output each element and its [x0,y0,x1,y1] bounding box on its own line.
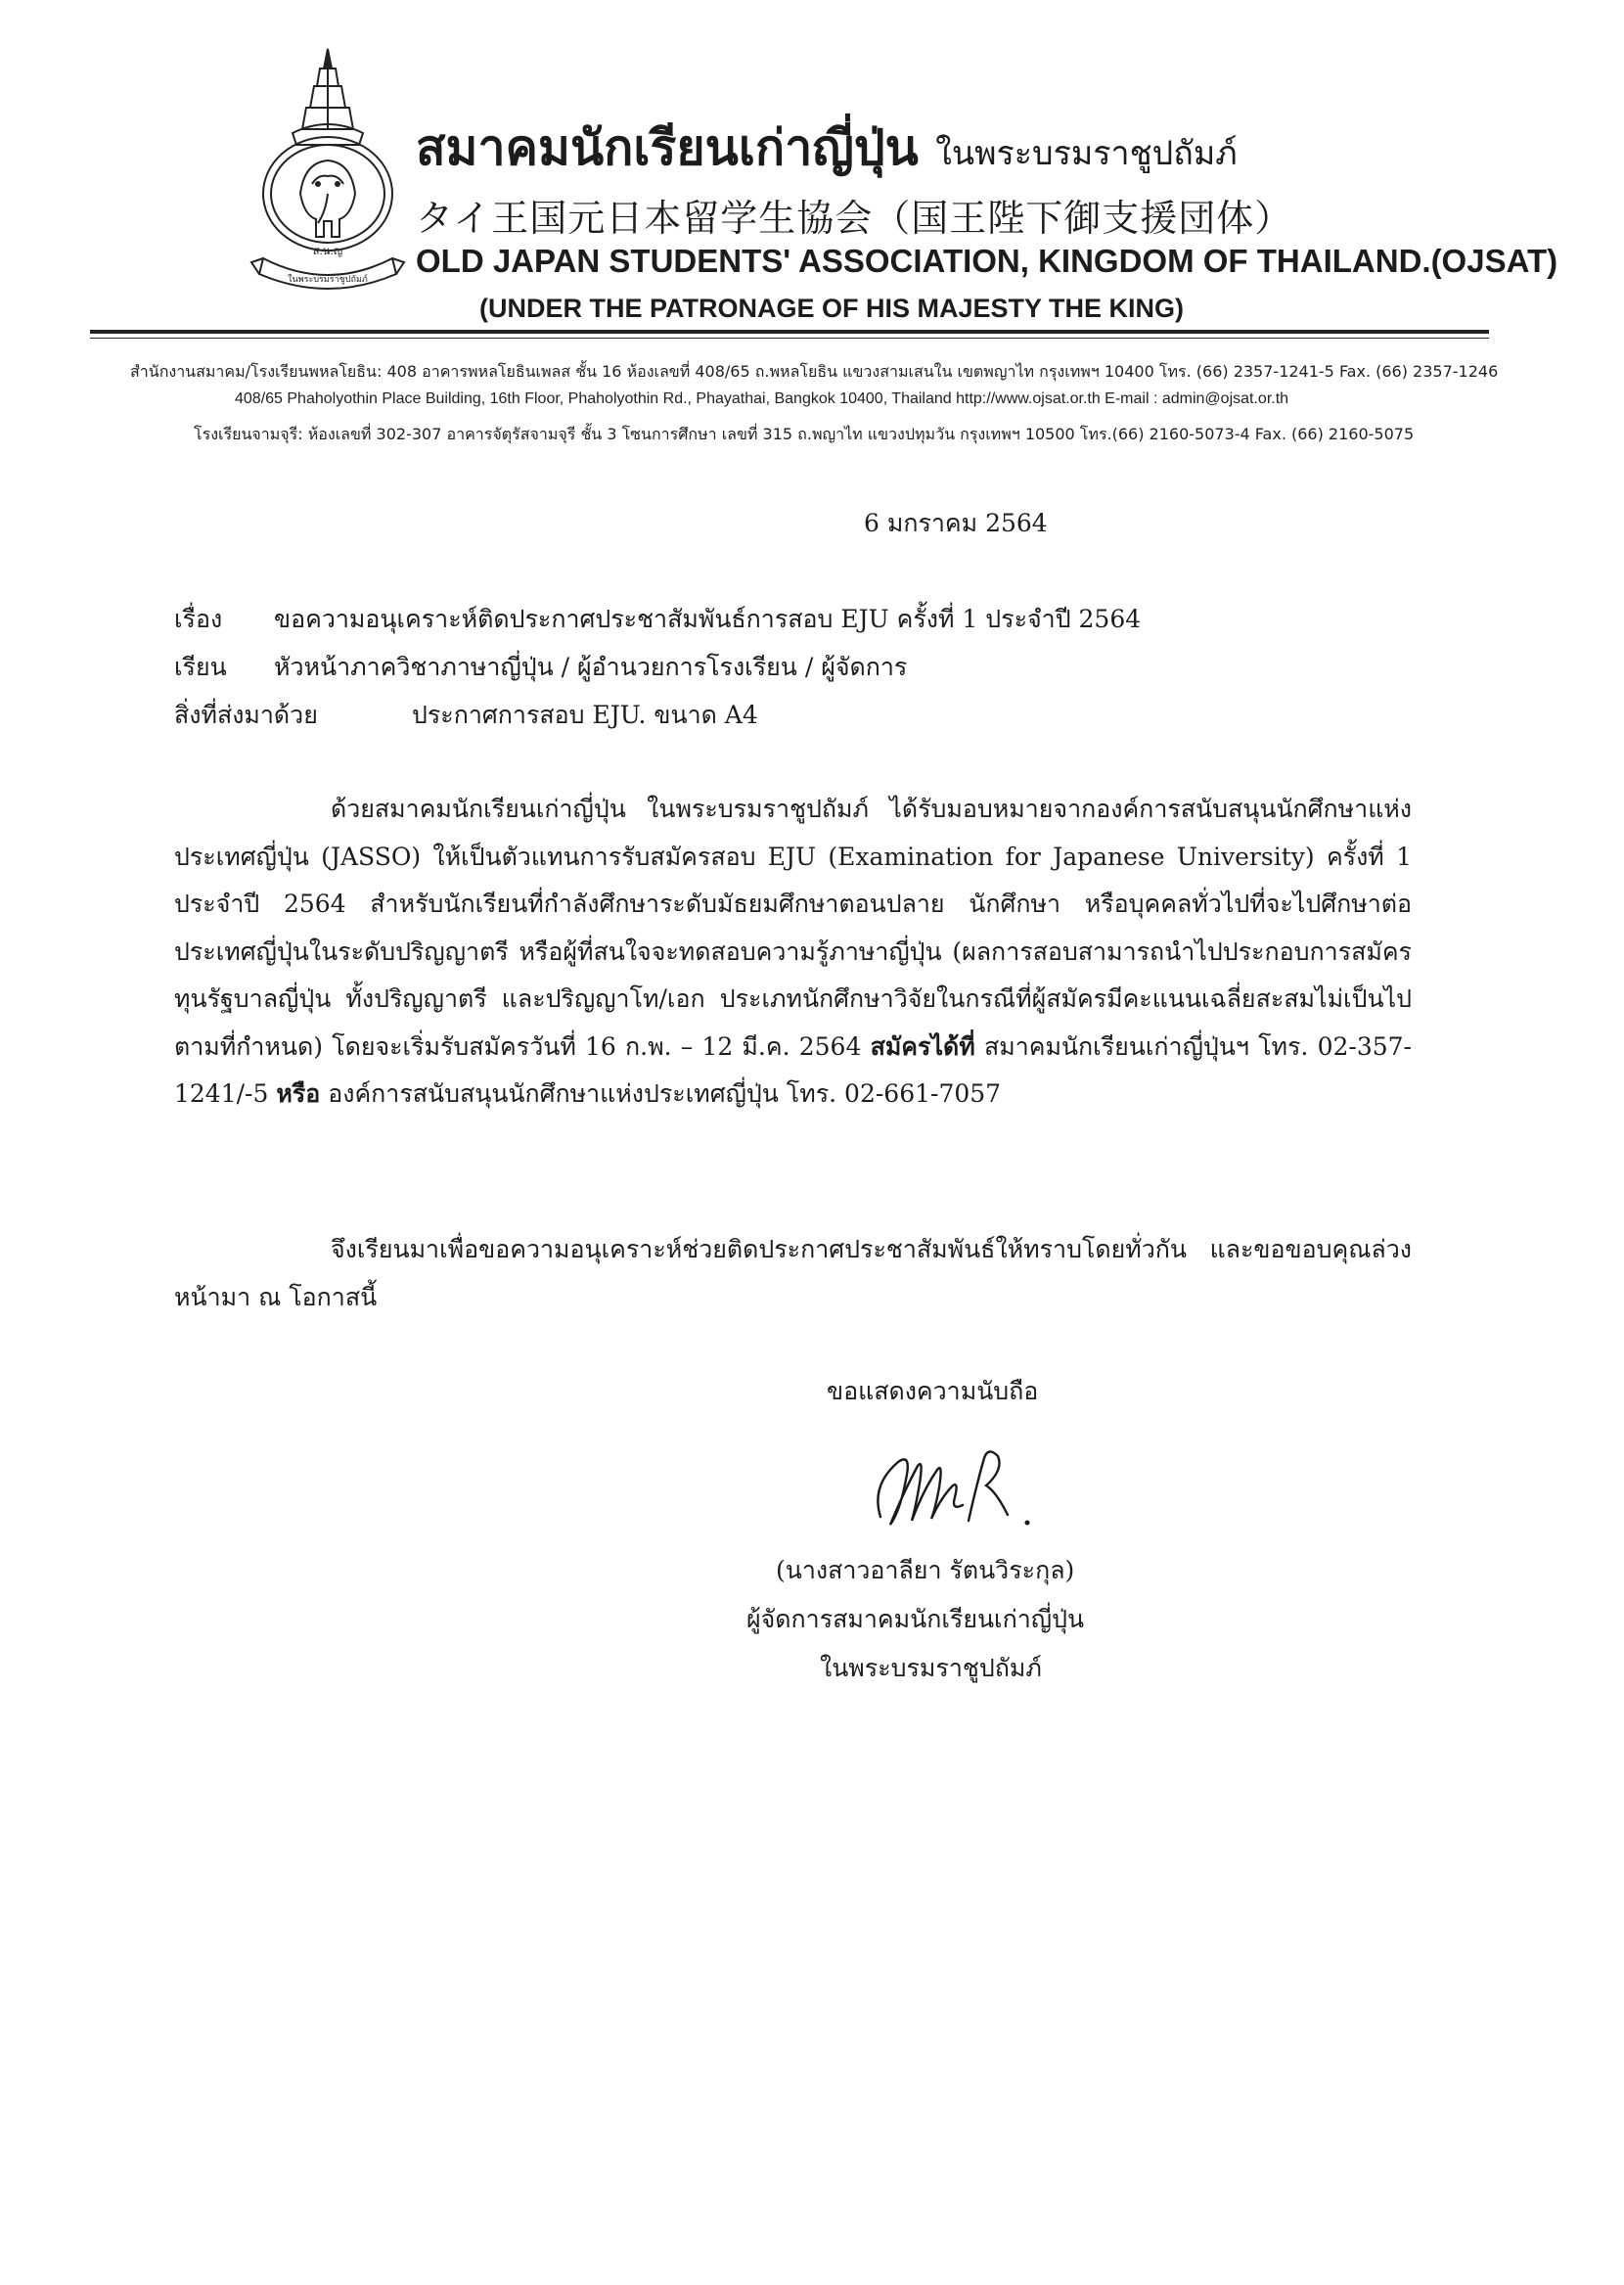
organization-japanese-name: タイ王国元日本留学生協会（国王陛下御支援団体） [416,197,1293,240]
closing-text: ขอแสดงความนับถือ [827,1377,1039,1405]
apply-text-2: องค์การสนับสนุนนักศึกษาแห่งประเทศญี่ปุ่น โทร. 02-661-7057 [320,1079,1002,1108]
association-logo [249,47,406,301]
organization-thai-name [416,110,1238,187]
address-line-1: สำนักงานสมาคม/โรงเรียนพหลโยธิน: 408 อาคารพหลโยธินเพลส ชั้น 16 ห้องเลขที่ 408/65 ถ.พหลโยธิน แขวงสามเสนใน เขตพญาไท กรุงเทพฯ 10400 โทร. (66) 2357-1241-5 Fax. (66) 2357-1246 [130,362,1499,381]
org-thai-name-text: สมาคมนักเรียนเก่าญี่ปุ่น [416,119,919,176]
signer-organization: ในพระบรมราชูปถัมภ์ [820,1654,1042,1682]
subject-text: ขอความอนุเคราะห์ติดประกาศประชาสัมพันธ์การสอบ EJU ครั้งที่ 1 ประจำปี 2564 [274,605,1142,633]
signer-name: (นางสาวอาลียา รัตนวิระกุล) [776,1556,1075,1584]
recipient-text: หัวหน้าภาควิชาภาษาญี่ปุ่น / ผู้อำนวยการโรงเรียน / ผู้จัดการ [274,653,908,681]
body-paragraph-2: จึงเรียนมาเพื่อขอความอนุเคราะห์ช่วยติดประกาศประชาสัมพันธ์ให้ทราบโดยทั่วกัน และขอขอบคุณล่วงหน้ามา ณ โอกาสนี้ [174,1235,1412,1311]
ribbon-text: ในพระบรมราชูปถัมภ์ [288,275,368,285]
seal-text: ส.น.ญ [312,245,343,257]
organization-english-patronage: (UNDER THE PATRONAGE OF HIS MAJESTY THE KING) [479,294,1185,323]
body-paragraph-1 [174,786,1412,1119]
header-divider [90,330,1489,334]
or-label: หรือ [276,1079,321,1108]
recipient-label: เรียน [174,653,227,681]
apply-label: สมัครได้ที่ [870,1031,975,1061]
signer-position: ผู้จัดการสมาคมนักเรียนเก่าญี่ปุ่น [746,1605,1085,1633]
paragraph-1-main: ด้วยสมาคมนักเรียนเก่าญี่ปุ่น ในพระบรมราชูปถัมภ์ ได้รับมอบหมายจากองค์การสนับสนุนนักศึกษาแห่งประเทศญี่ปุ่น (JASSO) ให้เป็นตัวแทนการรับสมัครสอบ EJU (Examination for Japanese University) ครั้งที่ 1 ประจำปี 2564 สำหรับนักเรียนที่กำลังศึกษาระดับมัธยมศึกษาตอนปลาย นักศึกษา หรือบุคคลทั่วไปที่จะไปศึกษาต่อประเทศญี่ปุ่นในระดับปริญญาตรี หรือผู้ที่สนใจจะทดสอบความรู้ภาษาญี่ปุ่น (ผลการสอบสามารถนำไปประกอบการสมัครทุนรัฐบาลญี่ปุ่น ทั้งปริญญาตรี และปริญญาโท/เอก ประเภทนักศึกษาวิจัยในกรณีที่ผู้สมัครมีคะแนนเฉลี่ยสะสมไม่เป็นไปตามที่กำหนด) โดยจะเริ่มรับสมัครวันที่ 16 ก.พ. – 12 มี.ค. 2564 [174,795,1412,1061]
organization-english-name: OLD JAPAN STUDENTS' ASSOCIATION, KINGDOM OF THAILAND.(OJSAT) [416,243,1558,279]
signature-image [861,1437,1037,1544]
apply-text: สมาคมนักเรียนเก่าญี่ปุ่นฯ โทร. 02-357-1241/-5 [174,1031,1412,1108]
address-line-2: 408/65 Phaholyothin Place Building, 16th Floor, Phaholyothin Rd., Phayathai, Bangkok 10400, Thailand http://www.ojsat.or.th E-mail : admin@ojsat.or.th [235,390,1289,407]
enclosure-label: สิ่งที่ส่งมาด้วย [174,701,318,729]
enclosure-text: ประกาศการสอบ EJU. ขนาด A4 [412,701,758,729]
letter-date: 6 มกราคม 2564 [864,509,1048,537]
org-thai-patronage: ในพระบรมราชูปถัมภ์ [935,134,1238,173]
subject-label: เรื่อง [174,605,223,633]
header-divider-thin [90,338,1489,339]
address-line-3: โรงเรียนจามจุรี: ห้องเลขที่ 302-307 อาคารจัตุรัสจามจุรี ชั้น 3 โซนการศึกษา เลขที่ 315 ถ.พญาไท แขวงปทุมวัน กรุงเทพฯ 10500 โทร.(66) 2160-5073-4 Fax. (66) 2160-5075 [194,425,1415,443]
